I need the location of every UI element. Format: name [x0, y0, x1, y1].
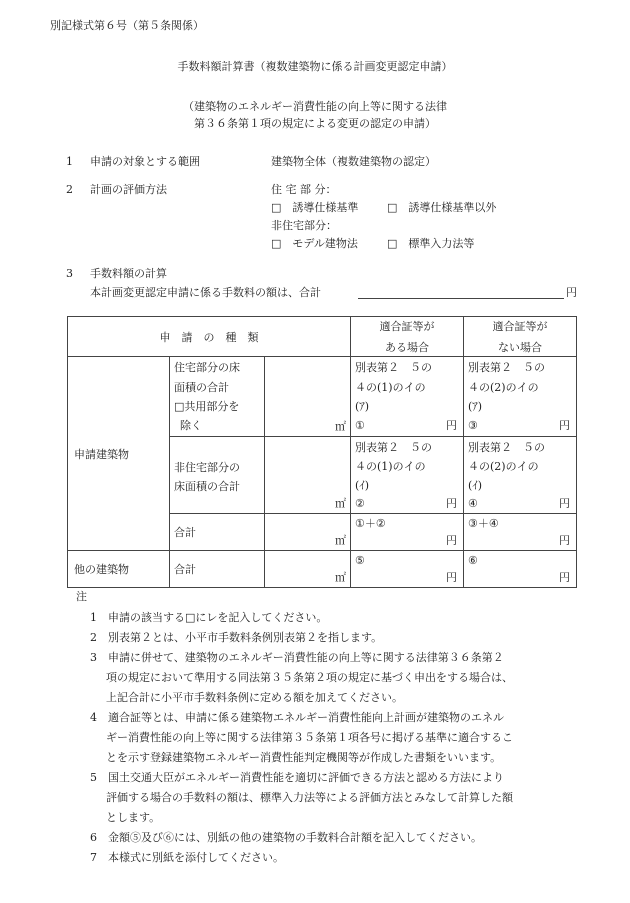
table-header-row [68, 317, 577, 357]
fee-total-underline [358, 298, 564, 299]
note-5-line1: 5 国土交通大臣がエネルギー消費性能を適切に評価できる方法と認める方法により [90, 771, 504, 784]
subtotal-with-cert-cell[interactable]: ①＋② 円 [351, 514, 464, 551]
res-option-other[interactable]: □ 誘導仕様基準以外 [387, 201, 497, 214]
item2-label: 計画の評価方法 [90, 183, 167, 196]
note-5-line3: とします。 [106, 811, 161, 824]
note-4-line1: 4 適合証等とは、申請に係る建築物エネルギー消費性能向上計画が建築物のエネル [90, 711, 504, 724]
nonres-fee-without-cert-cell[interactable]: 別表第２ ５の ４の(2)のイの (ｲ) ④ 円 [464, 437, 577, 514]
res-fee-without-cert-cell[interactable]: 別表第２ ５の ４の(2)のイの (ｱ) ③ 円 [464, 357, 577, 437]
item1-value: 建築物全体（複数建築物の認定） [271, 155, 436, 168]
note-7: 7 本様式に別紙を添付してください。 [90, 851, 284, 864]
other-building-cell: 他の建築物 [68, 551, 170, 588]
fee-table [67, 316, 577, 588]
res-area-input-cell[interactable]: ㎡ [265, 357, 351, 437]
note-4-line3: とを示す登録建築物エネルギー消費性能判定機関等が作成した書類をいいます。 [106, 751, 502, 764]
table-row-other-building [68, 551, 577, 588]
header-without-cert: 適合証等が ない場合 [464, 317, 577, 357]
page-title: 手数料額計算書（複数建築物に係る計画変更認定申請） [177, 60, 453, 73]
note-3-line2: 項の規定において準用する同法第３５条第２項の規定に基づく申出をする場合は、 [106, 671, 513, 684]
item2-number: 2 [66, 183, 73, 196]
note-1: 1 申請の該当する□にレを記入してください。 [90, 611, 328, 624]
page-subtitle-line2: 第３６条第１項の規定による変更の認定の申請） [194, 117, 436, 130]
other-area-cell[interactable]: ㎡ [265, 551, 351, 588]
note-3-line3: 上記合計に小平市手数料条例に定める額を加えてください。 [106, 691, 403, 704]
subtotal-label-cell: 合計 [170, 514, 265, 551]
note-2: 2 別表第２とは、小平市手数料条例別表第２を指します。 [90, 631, 383, 644]
res-area-label-cell: 住宅部分の床 面積の合計 □共用部分を 除く [170, 357, 265, 437]
item1-label: 申請の対象とする範囲 [90, 155, 200, 168]
form-number: 別記様式第６号（第５条関係） [50, 19, 204, 32]
item3-label: 手数料額の計算 [90, 267, 167, 280]
note-6: 6 金額⑤及び⑥には、別紙の他の建築物の手数料合計額を記入してください。 [90, 831, 482, 844]
exclude-common-area-checkbox[interactable]: □共用部分を [174, 400, 240, 413]
subtotal-without-cert-cell[interactable]: ③＋④ 円 [464, 514, 577, 551]
nonresidential-label: 非住宅部分： [271, 219, 337, 232]
subtotal-area-cell[interactable]: ㎡ [265, 514, 351, 551]
notes-heading: 注 [76, 590, 87, 603]
note-3-line1: 3 申請に併せて、建築物のエネルギー消費性能の向上等に関する法律第３６条第２ [90, 651, 504, 664]
fee-total-yen: 円 [566, 286, 577, 299]
residential-label: 住 宅 部 分： [271, 183, 337, 196]
table-row-residential [68, 357, 577, 437]
other-with-cert-cell[interactable]: ⑤ 円 [351, 551, 464, 588]
note-4-line2: ギー消費性能の向上等に関する法律第３５条第１項各号に掲げる基準に適合するこ [106, 731, 513, 744]
other-without-cert-cell[interactable]: ⑥ 円 [464, 551, 577, 588]
other-total-label-cell: 合計 [170, 551, 265, 588]
item1-number: 1 [66, 155, 73, 168]
nonres-area-label-cell: 非住宅部分の 床面積の合計 [170, 437, 265, 514]
nonres-option-model-building[interactable]: □ モデル建物法 [271, 237, 358, 250]
res-option-guided-spec[interactable]: □ 誘導仕様基準 [271, 201, 359, 214]
nonres-option-standard-input[interactable]: □ 標準入力法等 [387, 237, 475, 250]
header-application-type: 申 請 の 種 類 [68, 317, 351, 357]
res-fee-with-cert-cell[interactable]: 別表第２ ５の ４の(1)のイの (ｱ) ① 円 [351, 357, 464, 437]
nonres-area-input-cell[interactable]: ㎡ [265, 437, 351, 514]
fee-total-text: 本計画変更認定申請に係る手数料の額は、合計 [90, 286, 321, 299]
item3-number: 3 [66, 267, 73, 280]
nonres-fee-with-cert-cell[interactable]: 別表第２ ５の ４の(1)のイの (ｲ) ② 円 [351, 437, 464, 514]
applicant-building-cell: 申請建築物 [68, 357, 170, 551]
header-with-cert: 適合証等が ある場合 [351, 317, 464, 357]
page-subtitle-line1: （建築物のエネルギー消費性能の向上等に関する法律 [183, 100, 447, 113]
note-5-line2: 評価する場合の手数料の額は、標準入力法等による評価方法とみなして計算した額 [106, 791, 513, 804]
